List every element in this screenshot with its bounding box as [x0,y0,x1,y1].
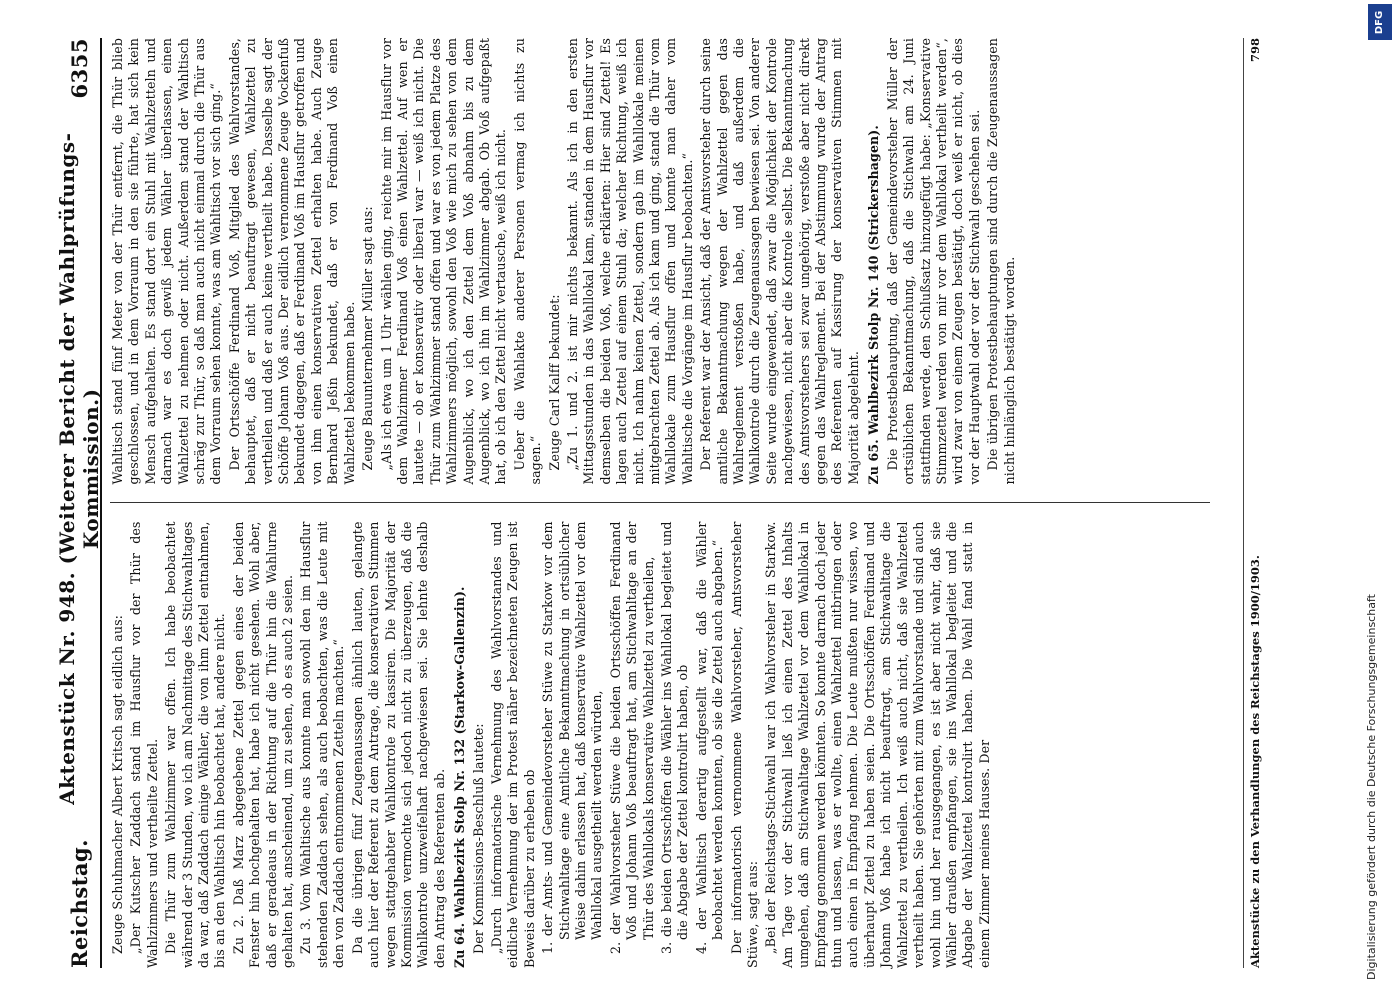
paragraph: Die Protestbehauptung, daß der Gemeindevorsteher Müller der ortsüblichen Bekanntmachung, daß die Stichwahl am 24. Juni stattfinden werde, den Schlußsatz hinzugefügt habe: „Konservative Stimmzettel werden von mir vor dem Wahllokal vertheilt werden“, wird zwar von einem Zeugen bestätigt, doch weiß er nicht, ob dies vor der Hauptwahl oder vor der Stichwahl geschehen sei. [884,38,982,485]
paragraph: Wahltisch stand fünf Meter von der Thür entfernt, die Thür blieb geschlossen, und in dem Vorraum in den sie führte, hat sich kein Mensch aufgehalten. Es stand dort ein Stuhl mit Wahlzetteln und darnach war es doch gewiß jedem Wähler überlassen, einen Wahlzettel zu nehmen oder nicht. Außerdem stand der Wahltisch schräg zur Thür, so daß man auch nicht einmal durch die Thür aus dem Vorraum sehen konnte, was am Wahltisch vor sich ging.“ [110,38,224,485]
document-page [55,38,1358,968]
paragraph: Zu 3. Vom Wahltische aus konnte man sowohl den im Hausflur stehenden Zaddach sehen, als auch beobachten, was die Leute mit den von Zaddach entnommenen Zetteln machten.“ [298,521,347,968]
dfg-logo: DFG [1368,4,1392,40]
paragraph: Der Kommissions-Beschluß lautete: [470,723,486,954]
column-divider [110,503,1210,504]
list-item: 4. der Wahltisch derartig aufgestellt war, daß die Wähler beobachtet werden konnten, ob sie die Zettel auch abgaben.“ [693,521,726,954]
column-left [110,522,1210,969]
page-header [55,38,103,968]
section-heading: Zu 64. Wahlbezirk Stolp Nr. 132 (Starkow-Gallenzin). [452,586,468,968]
paragraph: „Als ich etwa um 1 Uhr wählen ging, reichte mir im Hausflur vor dem Wahlzimmer Ferdinand Voß einen Wahlzettel. Auf wen er lautete — ob er konservativ oder liberal war — weiß ich nicht. Die Thür zum Wahlzimmer stand offen und war es von jedem Platze des Wahlzimmers möglich, sowohl den Voß wie mich zu sehen von dem Augenblick, wo ich den Zettel dem Voß abnahm bis zu dem Augenblick, wo ich ihn im Wahlzimmer abgab. Ob Voß aufgepaßt hat, ob ich den Zettel nicht vertausche, weiß ich nicht. [378,38,509,485]
paragraph: Der Ortsschöffe Ferdinand Voß, Mitglied des Wahlvorstandes, behauptet, daß er nicht beauftragt gewesen, Wahlzettel zu vertheilen und daß er auch keine vertheilt habe. Dasselbe sagt der Schöffe Johann Voß aus. Der eidlich vernommene Zeuge Vockenfuß bekundet dagegen, daß er Ferdinand Voß im Hausflur getroffen und von ihm einen konservativen Zettel erhalten habe. Auch Zeuge Bernhard Jeßin bekundet, daß er von Ferdinand Voß einen Wahlzettel bekommen habe. [226,38,357,485]
footer-source: Aktenstücke zu den Verhandlungen des Reichstages 1900/1903. [1248,555,1262,968]
paragraph: Zeuge Schuhmacher Albert Kritsch sagt eidlich aus: [110,615,125,954]
digitization-watermark: Digitalisierung gefördert durch die Deutsche Forschungsgemeinschaft [1365,594,1378,980]
text-columns [110,38,1210,968]
paragraph: Zeuge Carl Kalff bekundet: [546,294,562,471]
header-left: Reichstag. [66,839,92,968]
paragraph: Die Thür zum Wahlzimmer war offen. Ich habe beobachtet während der 3 Stunden, wo ich am Nachmittage des Stichwahltages da war, daß Zaddach einige Wähler, die von ihm Zettel entnahmen, bis an den Wahltisch hin beobachtet hat, andere nicht. [163,521,228,968]
paragraph: „Zu 1. und 2. ist mir nichts bekannt. Als ich in den ersten Mittagsstunden in das Wahllokal kam, standen in dem Hausflur vor demselben die beiden Voß, welche erklärten: Hier sind Zettel! Es lagen auch Zettel auf einem Stuhl da; welcher Richtung, weiß ich nicht. Ich nahm keinen Zettel, sondern gab im Wahllokale meinen mitgebrachten Zettel ab. Als ich kam und ging, stand die Thür vom Wahllokale zum Hausflur offen und konnte man daher vom Wahltische die Vorgänge im Hausflur beobachten.“ [564,38,695,485]
paragraph: Da die übrigen fünf Zeugenaussagen ähnlich lauten, gelangte auch hier der Referent zu dem Antrage, die konservativen Stimmen wegen stattgehabter Wahlkontrole zu kassiren. Die Majorität der Kommission vermochte sich jedoch nicht zu überzeugen, daß die Wahlkontrole unzweifelhaft nachgewiesen sei. Sie lehnte deshalb den Antrag des Referenten ab. [349,521,447,968]
list-item: 2. der Wahlvorsteher Stüwe die beiden Ortsschöffen Ferdinand Voß und Johann Voß beauftragt hat, am Stichwahltage an der Thür des Wahllokals konservative Wahlzettel zu vertheilen, [607,521,656,954]
section-heading: Zu 65. Wahlbezirk Stolp Nr. 140 (Strickershagen). [866,125,882,485]
paragraph: Ueber die Wahlakte anderer Personen vermag ich nichts zu sagen.“ [511,38,544,485]
paragraph: Der informatorisch vernommene Wahlvorsteher, Amtsvorsteher Stüwe, sagt aus: [728,521,761,968]
page-footer [1243,38,1262,968]
list-item: 1. der Amts- und Gemeindevorsteher Stüwe zu Starkow vor dem Stichwahltage eine Amtliche Bekanntmachung in ortsüblicher Weise dahin erlassen hat, daß konservative Wahlzettel vor dem Wahllokal ausgetheilt werden würden, [540,521,605,954]
paragraph: Die übrigen Protestbehauptungen sind durch die Zeugenaussagen nicht hinlänglich bestätigt worden. [985,38,1017,485]
footer-page: 798 [1248,38,1262,63]
column-right [110,38,1210,485]
page-number: 6355 [66,38,92,99]
paragraph: Zeuge Bauunternehmer Müller sagt aus: [360,206,376,471]
paragraph: „Der Kutscher Zaddach stand im Hausflur vor der Thür des Wahlzimmers und vertheilte Zettel. [128,521,160,968]
paragraph: „Bei der Reichstags-Stichwahl war ich Wahlvorsteher in Starkow. Am Tage vor der Stichwahl ließ ich einen Zettel des Inhalts umgehen, daß am Stichwahltage Wahlzettel vor dem Wahllokal in Empfang genommen werden könnten. So konnte darnach doch jeder thun und lassen, was er wollte, einen Wahlzettel mitbringen oder auch einen in Empfang nehmen. Die Leute mußten nur wissen, wo überhaupt Zettel zu haben seien. Die Ortsschöffen Ferdinand und Johann Voß habe ich nicht beauftragt, am Stichwahltage die Wahlzettel zu vertheilen. Ich weiß auch nicht, daß sie Wahlzettel vertheilt haben. Sie gehörten mit zum Wahlvorstande und sind auch wohl hin und her rausgegangen, es ist aber nicht wahr, daß sie Wähler draußen empfangen, sie ins Wahllokal begleitet und die Abgabe der Wahlzettel kontrolirt haben. Die Wahl fand statt in einem Zimmer meines Hauses. Der [763,521,992,968]
paragraph: „Durch informatorische Vernehmung des Wahlvorstandes und eidliche Vernehmung der im Protest näher bezeichneten Zeugen ist Beweis darüber zu erheben ob [488,521,537,968]
header-title: Aktenstück Nr. 948. (Weiterer Bericht der Wahlprüfungs-Kommission.) [55,132,103,805]
list-item: 3. die beiden Ortsschöffen die Wähler ins Wahllokal begleitet und die Abgabe der Zettel kontrolirt haben, ob [659,521,691,954]
paragraph: Zu 2. Daß Marz abgegebene Zettel gegen eines der beiden Fenster hin hochgehalten hat, habe ich nicht gesehen. Wohl aber, daß er geradeaus in der Richtung auf die Thür hin die Wahlurne gehalten hat, anscheinend, um zu sehen, ob es auch 2 seien. [230,521,296,968]
paragraph: Der Referent war der Ansicht, daß der Amtsvorsteher durch seine amtliche Bekanntmachung wegen der Wahlzettel gegen das Wahlreglement verstoßen habe, und daß außerdem die Wahlkontrole durch die Zeugenaussagen bewiesen sei. Von anderer Seite wurde eingewendet, daß zwar die Möglichkeit der Kontrole nachgewiesen, nicht aber die Kontrole selbst. Die Bekanntmachung des Amtsvorstehers sei zwar ungehörig, verstoße aber nicht direkt gegen das Wahlreglement. Bei der Abstimmung wurde der Antrag des Referenten auf Kassirung der konservativen Stimmen mit Majorität abgelehnt. [698,38,861,485]
